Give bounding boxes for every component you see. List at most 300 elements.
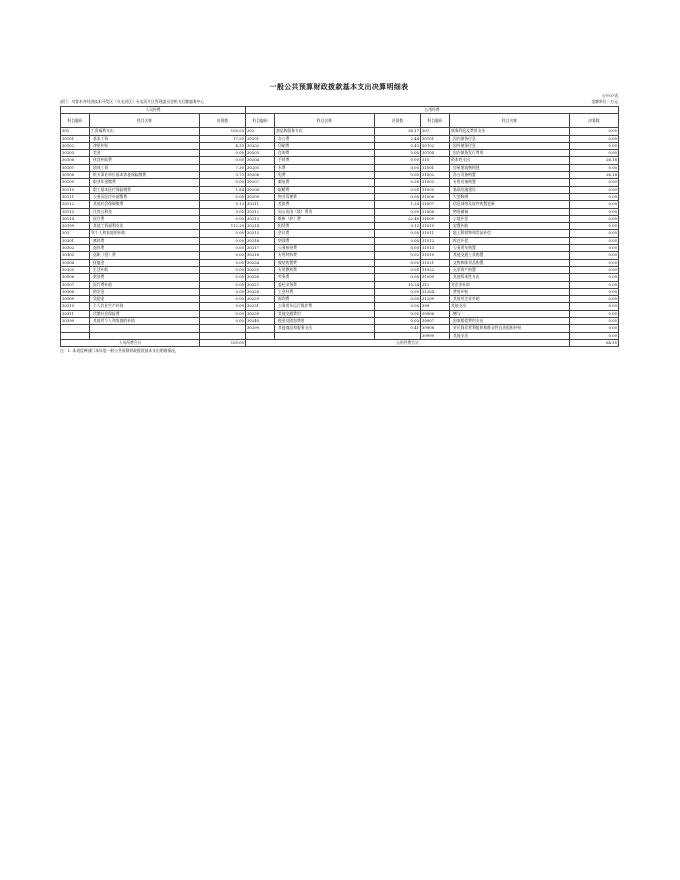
cell-amount: 0.13 xyxy=(200,201,246,208)
cell-code: 30113 xyxy=(61,208,90,215)
cell-code: 30204 xyxy=(246,157,275,164)
cell-amount: 0.00 xyxy=(375,274,421,281)
cell-amount: 2.44 xyxy=(375,135,421,142)
table-row xyxy=(61,281,619,288)
cell-code: 31299 xyxy=(421,296,450,303)
cell-code: 31099 xyxy=(421,274,450,281)
cell-code: 31204 xyxy=(421,288,450,295)
cell-code: 30306 xyxy=(61,274,90,281)
cell-name: 专用燃料费 xyxy=(275,266,375,273)
cell-amount: 38.17 xyxy=(375,128,421,135)
cell-name: 医疗费 xyxy=(90,215,200,222)
cell-code: 30231 xyxy=(246,303,275,310)
cell-code: 30213 xyxy=(246,215,275,222)
cell-name: 土地补偿 xyxy=(450,215,570,222)
cell-name: 国内债务发行费用 xyxy=(450,150,570,157)
public-header: 公用经费 xyxy=(246,107,619,114)
cell-code: 30214 xyxy=(246,223,275,230)
cell-amount: 0.00 xyxy=(570,179,619,186)
cell-code: 30107 xyxy=(61,164,90,171)
cell-code: 30229 xyxy=(246,296,275,303)
cell-name: 基本工资 xyxy=(90,135,200,142)
cell-amount: 22.49 xyxy=(375,215,421,222)
cell-name: 维修（护）费 xyxy=(275,215,375,222)
cell-code: 30304 xyxy=(61,259,90,266)
cell-name: 其他交通工具购置 xyxy=(450,252,570,259)
cell-name: 工资福利支出 xyxy=(90,128,200,135)
cell-name: 印刷费 xyxy=(275,142,375,149)
cell-amount: 0.41 xyxy=(375,325,421,332)
cell-amount: 0.00 xyxy=(570,230,619,237)
cell-code: 30208 xyxy=(246,186,275,193)
cell-name: 物业管理费 xyxy=(275,193,375,200)
cell-amount: 0.00 xyxy=(375,193,421,200)
cell-code: 30215 xyxy=(246,230,275,237)
cell-code: 30212 xyxy=(246,208,275,215)
cell-amount: 0.00 xyxy=(570,186,619,193)
cell-amount: 112.20 xyxy=(200,223,246,230)
cell-code xyxy=(61,325,90,332)
cell-name: 差旅费 xyxy=(275,201,375,208)
personnel-total-value: 150.05 xyxy=(200,339,246,346)
cell-code: 30103 xyxy=(61,150,90,157)
public-total-label: 公用经费合计 xyxy=(246,339,570,346)
cell-code: 30305 xyxy=(61,266,90,273)
cell-name: 基础设施建设 xyxy=(450,186,570,193)
cell-code: 31019 xyxy=(421,252,450,259)
col-header-code: 科目编码 xyxy=(61,114,90,128)
cell-amount: 0.00 xyxy=(375,266,421,273)
cell-code: 30211 xyxy=(246,201,275,208)
cell-amount: 0.00 xyxy=(200,281,246,288)
cell-amount: 0.00 xyxy=(375,303,421,310)
cell-name: 生活补助 xyxy=(90,266,200,273)
table-row xyxy=(61,266,619,273)
cell-name: 职工基本医疗保险缴费 xyxy=(90,186,200,193)
cell-name: 赠与 xyxy=(450,310,570,317)
cell-amount: 0.00 xyxy=(375,288,421,295)
cell-name: 信息网络及软件购置更新 xyxy=(450,201,570,208)
cell-amount: 0.00 xyxy=(570,274,619,281)
cell-code: 39999 xyxy=(421,332,450,339)
cell-name: 邮电费 xyxy=(275,179,375,186)
cell-name: 其他支出 xyxy=(450,332,570,339)
table-row xyxy=(61,142,619,149)
table-row xyxy=(61,201,619,208)
table-row xyxy=(61,230,619,237)
cell-code: 30207 xyxy=(246,179,275,186)
cell-name: 其他对个人和家庭的补助 xyxy=(90,318,200,325)
cell-code: 31012 xyxy=(421,237,450,244)
table-row xyxy=(61,259,619,266)
cell-name: 办公费 xyxy=(275,135,375,142)
table-row xyxy=(61,325,619,332)
cell-amount: 0.00 xyxy=(375,259,421,266)
cell-amount: 0.00 xyxy=(570,325,619,332)
cell-name: 被装购置费 xyxy=(275,259,375,266)
cell-amount: 0.00 xyxy=(375,186,421,193)
cell-amount: 0.00 xyxy=(200,179,246,186)
cell-name: 退休费 xyxy=(90,245,200,252)
cell-name: 公务用车购置 xyxy=(450,245,570,252)
cell-name: 代缴社会保险费 xyxy=(90,310,200,317)
cell-name: 工会经费 xyxy=(275,288,375,295)
table-row xyxy=(61,332,619,339)
cell-amount: 0.00 xyxy=(375,157,421,164)
cell-amount: 150.05 xyxy=(200,128,246,135)
cell-amount: 0.00 xyxy=(200,288,246,295)
cell-amount: 0.00 xyxy=(200,193,246,200)
cell-code: 31013 xyxy=(421,245,450,252)
cell-code: 30308 xyxy=(61,288,90,295)
cell-code: 30110 xyxy=(61,186,90,193)
cell-code: 30224 xyxy=(246,259,275,266)
cell-name: 公务员医疗补助缴费 xyxy=(90,193,200,200)
footnote: 注：1. 本表反映部门本年度一般公共预算财政拨款基本支出明细情况。 xyxy=(60,348,179,354)
table-row xyxy=(61,179,619,186)
cell-code xyxy=(246,332,275,339)
cell-amount: 0.00 xyxy=(375,296,421,303)
cell-amount: 0.00 xyxy=(570,237,619,244)
cell-name: 公务接待费 xyxy=(275,245,375,252)
table-row xyxy=(61,252,619,259)
cell-amount: 0.56 xyxy=(375,179,421,186)
cell-code: 30216 xyxy=(246,237,275,244)
cell-amount: 0.00 xyxy=(570,128,619,135)
cell-amount: 0.00 xyxy=(200,303,246,310)
cell-name: 地上附着物和青苗补偿 xyxy=(450,230,570,237)
cell-amount: 0.00 xyxy=(200,296,246,303)
cell-code: 31009 xyxy=(421,215,450,222)
cell-code: 30206 xyxy=(246,172,275,179)
cell-name: 公务用车运行维护费 xyxy=(275,303,375,310)
document xyxy=(60,82,618,354)
cell-amount: 0.00 xyxy=(570,150,619,157)
table-row xyxy=(61,223,619,230)
cell-name: 其他支出 xyxy=(450,303,570,310)
cell-code: 39908 xyxy=(421,325,450,332)
cell-amount: 0.00 xyxy=(570,142,619,149)
cell-name: 抚恤金 xyxy=(90,259,200,266)
cell-name: 机关事业单位基本养老保险缴费 xyxy=(90,172,200,179)
table-row xyxy=(61,288,619,295)
cell-code: 30205 xyxy=(246,164,275,171)
cell-code: 31006 xyxy=(421,193,450,200)
cell-code: 31021 xyxy=(421,259,450,266)
cell-name: 租赁费 xyxy=(275,223,375,230)
department-label: 部门：乌鲁木齐经济技术开发区（头屯河区）头屯河片区管理委员会机关后勤服务中心 xyxy=(60,99,205,104)
cell-code: 30108 xyxy=(61,172,90,179)
cell-amount: 0.00 xyxy=(570,310,619,317)
cell-code: 30201 xyxy=(246,135,275,142)
cell-code: 39906 xyxy=(421,310,450,317)
cell-amount: 0.00 xyxy=(200,274,246,281)
col-header-amount: 决算数 xyxy=(200,114,246,128)
table-row xyxy=(61,296,619,303)
col-header-amount: 决算数 xyxy=(570,114,619,128)
cell-name: 个人农业生产补贴 xyxy=(90,303,200,310)
cell-amount: 0.00 xyxy=(375,208,421,215)
cell-amount: 1.24 xyxy=(375,201,421,208)
table-row xyxy=(61,128,619,135)
cell-name: 伙食补助费 xyxy=(90,157,200,164)
cell-name: 津贴补贴 xyxy=(90,142,200,149)
cell-code: 30301 xyxy=(61,237,90,244)
cell-name: 税金及附加费用 xyxy=(275,318,375,325)
col-header-code: 科目编码 xyxy=(246,114,275,128)
expenditure-table xyxy=(60,106,619,347)
cell-name: 福利费 xyxy=(275,296,375,303)
cell-code: 39907 xyxy=(421,318,450,325)
cell-name: 奖励金 xyxy=(90,296,200,303)
cell-name: 房屋建筑物购建 xyxy=(450,164,570,171)
cell-amount: 3.02 xyxy=(200,208,246,215)
cell-code: 302 xyxy=(246,128,275,135)
cell-name: 国外债务付息 xyxy=(450,142,570,149)
cell-code: 30302 xyxy=(61,245,90,252)
table-row xyxy=(61,274,619,281)
cell-amount: 0.00 xyxy=(570,281,619,288)
table-row xyxy=(61,208,619,215)
cell-code: 303 xyxy=(61,230,90,237)
cell-name: 国内债务付息 xyxy=(450,135,570,142)
cell-amount: 0.00 xyxy=(570,193,619,200)
cell-code: 31007 xyxy=(421,201,450,208)
cell-name xyxy=(90,332,200,339)
cell-name: 其他工资福利支出 xyxy=(90,223,200,230)
cell-name: 国家赔偿费用支出 xyxy=(450,318,570,325)
cell-code: 30218 xyxy=(246,252,275,259)
cell-amount: 0.02 xyxy=(375,252,421,259)
cell-code: 31010 xyxy=(421,223,450,230)
cell-code: 30701 xyxy=(421,135,450,142)
table-row xyxy=(61,157,619,164)
cell-amount: 0.00 xyxy=(200,259,246,266)
col-header-name: 科目名称 xyxy=(275,114,375,128)
cell-code: 31001 xyxy=(421,164,450,171)
cell-name: 资本性支出 xyxy=(450,157,570,164)
cell-code: 31003 xyxy=(421,179,450,186)
cell-amount: 0.00 xyxy=(570,135,619,142)
cell-code: 30112 xyxy=(61,201,90,208)
cell-name: 大型修缮 xyxy=(450,193,570,200)
cell-code: 31002 xyxy=(421,172,450,179)
cell-amount: 0.00 xyxy=(570,201,619,208)
cell-amount: 0.00 xyxy=(200,150,246,157)
cell-code: 301 xyxy=(61,128,90,135)
header-row-groups xyxy=(61,107,619,114)
cell-code: 30702 xyxy=(421,142,450,149)
report-meta xyxy=(60,92,618,106)
cell-code: 30240 xyxy=(246,318,275,325)
cell-code: 30303 xyxy=(61,252,90,259)
cell-name: 咨询费 xyxy=(275,150,375,157)
cell-amount: 3.73 xyxy=(200,172,246,179)
personnel-header: 人员经费 xyxy=(61,107,246,114)
totals-row xyxy=(61,339,619,346)
cell-name: 安置补助 xyxy=(450,223,570,230)
cell-name: 对民间非营利组织和群众性自治组织补贴 xyxy=(450,325,570,332)
cell-name: 其他交通费用 xyxy=(275,310,375,317)
cell-name: 助学金 xyxy=(90,288,200,295)
cell-name: 手续费 xyxy=(275,157,375,164)
cell-name: 商品和服务支出 xyxy=(275,128,375,135)
cell-name: 职业年金缴费 xyxy=(90,179,200,186)
cell-amount: 0.00 xyxy=(570,332,619,339)
cell-name: 物资储备 xyxy=(450,208,570,215)
cell-amount: 0.00 xyxy=(375,150,421,157)
cell-name: 奖金 xyxy=(90,150,200,157)
cell-amount: 0.00 xyxy=(200,230,246,237)
cell-name: 培训费 xyxy=(275,237,375,244)
cell-amount: 0.00 xyxy=(375,318,421,325)
cell-name: 委托业务费 xyxy=(275,281,375,288)
cell-code: 31005 xyxy=(421,186,450,193)
cell-amount: 0.00 xyxy=(570,259,619,266)
cell-name: 其他资本性支出 xyxy=(450,274,570,281)
cell-name: 其他社会保障缴费 xyxy=(90,201,200,208)
cell-amount: 0.00 xyxy=(200,157,246,164)
cell-name: 债务利息及费用支出 xyxy=(450,128,570,135)
cell-amount: 0.00 xyxy=(570,215,619,222)
table-number: 公开07表 xyxy=(601,93,618,98)
cell-name: 医疗费补助 xyxy=(90,281,200,288)
cell-name: 劳务费 xyxy=(275,274,375,281)
col-header-code: 科目编码 xyxy=(421,114,450,128)
cell-name: 对个人和家庭的补助 xyxy=(90,230,200,237)
cell-code xyxy=(61,332,90,339)
col-header-name: 科目名称 xyxy=(90,114,200,128)
public-total-value: 64.35 xyxy=(570,339,619,346)
cell-name: 会议费 xyxy=(275,230,375,237)
cell-name: 绩效工资 xyxy=(90,164,200,171)
table-row xyxy=(61,193,619,200)
cell-amount: 0.00 xyxy=(375,164,421,171)
table-row xyxy=(61,186,619,193)
cell-amount: 0.00 xyxy=(200,266,246,273)
cell-amount: 4.33 xyxy=(200,142,246,149)
cell-code: 30199 xyxy=(61,223,90,230)
cell-amount: 0.00 xyxy=(200,215,246,222)
cell-name: 专用材料费 xyxy=(275,252,375,259)
cell-amount xyxy=(200,325,246,332)
cell-name: 文物和陈列品购置 xyxy=(450,259,570,266)
cell-code: 30114 xyxy=(61,215,90,222)
cell-amount xyxy=(200,332,246,339)
cell-code: 30310 xyxy=(61,303,90,310)
cell-amount: 1.84 xyxy=(200,186,246,193)
cell-amount: 0.00 xyxy=(570,223,619,230)
cell-name: 其他对企业补助 xyxy=(450,296,570,303)
cell-name: 电费 xyxy=(275,172,375,179)
cell-name: 退职（役）费 xyxy=(90,252,200,259)
cell-code: 30226 xyxy=(246,274,275,281)
table-row xyxy=(61,164,619,171)
cell-amount: 0.00 xyxy=(375,237,421,244)
cell-name: 对企业补助 xyxy=(450,281,570,288)
cell-amount: 0.00 xyxy=(570,288,619,295)
cell-name: 其他商品和服务支出 xyxy=(275,325,375,332)
cell-code: 31011 xyxy=(421,230,450,237)
cell-code: 30106 xyxy=(61,157,90,164)
cell-amount: 0.00 xyxy=(375,230,421,237)
cell-name: 费用补贴 xyxy=(450,288,570,295)
cell-amount: 0.00 xyxy=(200,245,246,252)
cell-amount: 0.00 xyxy=(570,164,619,171)
table-row xyxy=(61,172,619,179)
cell-amount: 0.00 xyxy=(570,252,619,259)
cell-code: 30299 xyxy=(246,325,275,332)
cell-code: 30225 xyxy=(246,266,275,273)
cell-amount: 10.24 xyxy=(375,281,421,288)
cell-name: 住房公积金 xyxy=(90,208,200,215)
cell-name: 专用设备购置 xyxy=(450,179,570,186)
table-row xyxy=(61,318,619,325)
cell-name: 救济费 xyxy=(90,274,200,281)
cell-code: 30704 xyxy=(421,150,450,157)
cell-code: 30203 xyxy=(246,150,275,157)
report-title: 一般公共预算财政拨款基本支出决算明细表 xyxy=(269,82,409,91)
cell-amount: 0.00 xyxy=(570,303,619,310)
cell-amount: 0.43 xyxy=(375,142,421,149)
cell-code: 31022 xyxy=(421,266,450,273)
cell-code: 30228 xyxy=(246,288,275,295)
col-header-name: 科目名称 xyxy=(450,114,570,128)
cell-code: 307 xyxy=(421,128,450,135)
cell-amount: 0.00 xyxy=(200,310,246,317)
cell-name xyxy=(275,332,375,339)
unit-label: 金额单位：万元 xyxy=(591,99,618,104)
cell-amount: 0.00 xyxy=(570,296,619,303)
cell-amount: 17.50 xyxy=(200,135,246,142)
cell-code: 399 xyxy=(421,303,450,310)
cell-name: 拆迁补偿 xyxy=(450,237,570,244)
cell-code: 30307 xyxy=(61,281,90,288)
cell-amount: 0.00 xyxy=(200,252,246,259)
cell-code: 30111 xyxy=(61,193,90,200)
cell-amount: 0.00 xyxy=(570,318,619,325)
table-row xyxy=(61,237,619,244)
cell-name: 水费 xyxy=(275,164,375,171)
cell-code: 312 xyxy=(421,281,450,288)
table-row xyxy=(61,215,619,222)
cell-amount: 0.00 xyxy=(570,208,619,215)
table-row xyxy=(61,310,619,317)
cell-amount: 0.00 xyxy=(200,237,246,244)
cell-amount: 0.13 xyxy=(375,223,421,230)
header-row-columns xyxy=(61,114,619,128)
table-row xyxy=(61,303,619,310)
cell-code: 30239 xyxy=(246,310,275,317)
cell-amount xyxy=(375,332,421,339)
cell-name xyxy=(90,325,200,332)
cell-amount: 26.18 xyxy=(570,157,619,164)
table-row xyxy=(61,150,619,157)
cell-amount: 0.00 xyxy=(375,310,421,317)
cell-code: 310 xyxy=(421,157,450,164)
cell-code: 30217 xyxy=(246,245,275,252)
col-header-amount: 决算数 xyxy=(375,114,421,128)
cell-amount: 0.00 xyxy=(570,266,619,273)
cell-name: 办公设备购置 xyxy=(450,172,570,179)
cell-amount: 0.00 xyxy=(200,318,246,325)
cell-amount: 26.18 xyxy=(570,172,619,179)
cell-code: 30209 xyxy=(246,193,275,200)
table-row xyxy=(61,245,619,252)
cell-name: 无形资产购置 xyxy=(450,266,570,273)
cell-code: 30202 xyxy=(246,142,275,149)
table-row xyxy=(61,135,619,142)
